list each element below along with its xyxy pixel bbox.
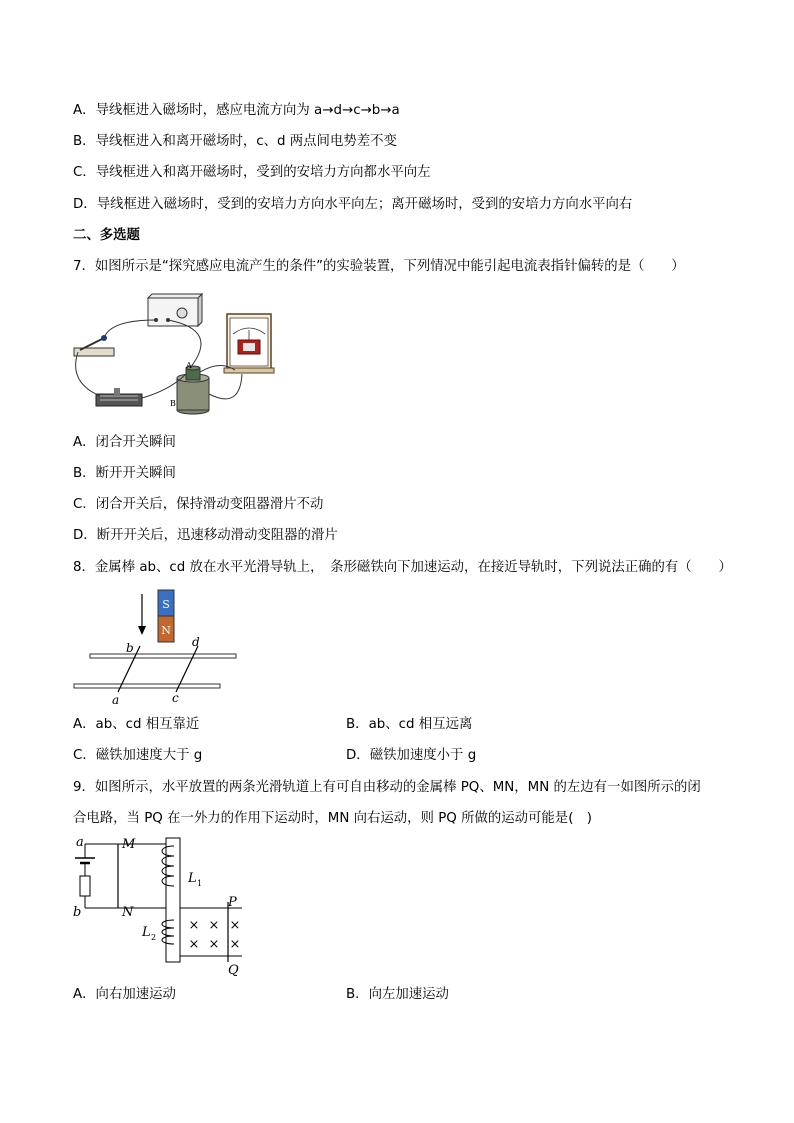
switch [74,335,114,356]
q8-option-d: D．磁铁加速度小于 g [346,748,477,763]
q7-stem: 7．如图所示是“探究感应电流产生的条件”的实验装置，下列情况中能引起电流表指针偏转的是（ ） [73,259,685,274]
left-circuit [75,844,118,908]
label-q: Q [228,963,239,978]
label-m: M [122,837,136,852]
q9-stem-line-1: 9．如图所示，水平放置的两条光滑轨道上有可自由移动的金属棒 PQ、MN，MN 的左边有一如图所示的闭 [73,780,701,795]
label-a: A [186,361,192,370]
q9-option-b: B．向左加速运动 [346,987,449,1002]
svg-text:×: × [229,918,241,933]
q6-option-c: C．导线框进入和离开磁场时，受到的安培力方向都水平向左 [73,165,431,180]
q7-option-a: A．闭合开关瞬间 [73,435,176,450]
q8-option-b: B．ab、cd 相互远离 [346,717,473,732]
label-p: P [228,895,237,910]
svg-text:×: × [229,937,241,952]
galvanometer [224,314,274,373]
magnetic-field-crosses [189,918,241,952]
q9-circuit-figure [70,832,250,978]
section-title: 二、多选题 [73,228,140,243]
q6-option-d: D．导线框进入磁场时，受到的安培力方向水平向左；离开磁场时，受到的安培力方向水平向右 [73,197,633,212]
q7-option-b: B．断开开关瞬间 [73,466,176,481]
label-b: B [170,399,176,408]
wires [76,320,242,399]
label-a: a [76,835,84,850]
q8-option-a: A．ab、cd 相互靠近 [73,717,200,732]
lower-rail [74,684,220,688]
label-d: d [192,635,200,649]
q7-option-c: C．闭合开关后，保持滑动变阻器滑片不动 [73,497,324,512]
label-l2: L [142,925,151,940]
label-n: N [122,905,134,920]
svg-text:×: × [208,918,220,933]
svg-text:×: × [208,937,220,952]
q7-apparatus-figure [70,290,280,420]
q6-option-a: A．导线框进入磁场时，感应电流方向为 a→d→c→b→a [73,103,400,118]
q8-rails-figure [70,588,240,710]
label-l2-sub: 2 [151,933,157,942]
label-b: b [126,641,134,655]
svg-text:×: × [188,918,200,933]
label-b: b [73,905,82,920]
q7-option-d: D．断开开关后，迅速移动滑动变阻器的滑片 [73,528,338,543]
magnet-s-label: S [162,598,170,611]
q6-option-b: B．导线框进入和离开磁场时，c、d 两点间电势差不变 [73,134,397,149]
label-l1: L [188,871,197,886]
label-l1-sub: 1 [197,879,203,888]
label-a: a [112,693,120,707]
rheostat [96,388,142,406]
svg-text:×: × [188,937,200,952]
magnet-n-label: N [161,624,171,637]
upper-rail [90,654,236,658]
q8-option-c: C．磁铁加速度大于 g [73,748,203,763]
label-c: c [172,691,179,705]
q9-option-a: A．向右加速运动 [73,987,176,1002]
q9-stem-line-2: 合电路，当 PQ 在一外力的作用下运动时，MN 向右运动，则 PQ 所做的运动可能是( ) [73,811,593,826]
q8-stem: 8．金属棒 ab、cd 放在水平光滑导轨上， 条形磁铁向下加速运动，在接近导轨时，下列说法正确的有（ ） [73,560,732,575]
